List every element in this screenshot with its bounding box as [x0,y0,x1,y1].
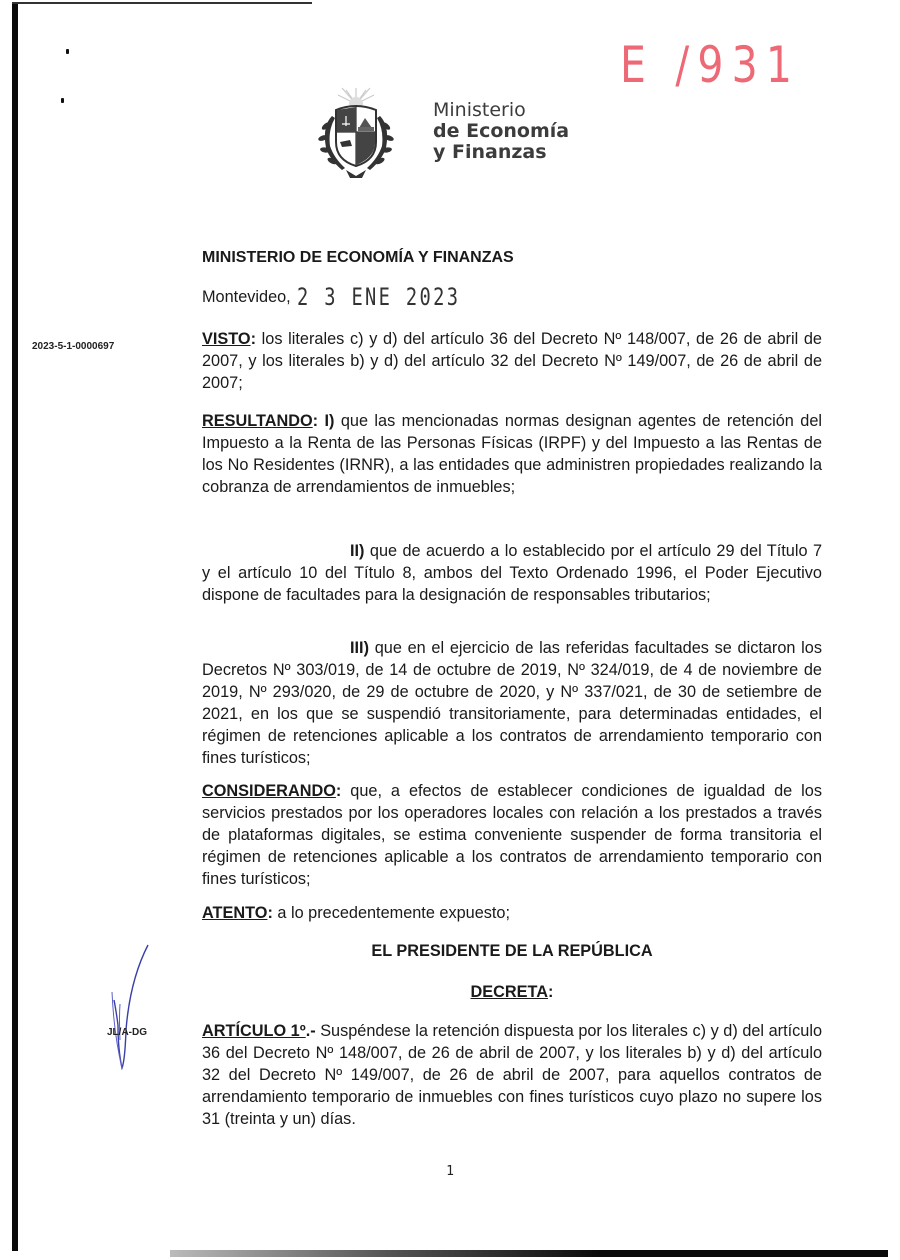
articulo-suffix: .- [305,1022,316,1040]
initials-label: JL/A-DG [107,1027,147,1038]
atento-text: a lo precedentemente expuesto; [272,904,511,922]
resultando-3-paragraph [202,637,822,769]
scan-border-bottom [170,1250,888,1257]
considerando-label: CONSIDERANDO [202,782,336,800]
resultando-1-paragraph [202,410,822,498]
date-stamp: 2 3 ENE 2023 [296,283,461,311]
city-label: Montevideo, [202,288,291,306]
resultando-2-paragraph [202,540,822,606]
page-number: 1 [446,1164,454,1179]
atento-colon: : [267,904,273,922]
red-registry-stamp: E /931 [620,36,801,94]
visto-colon: : [250,330,256,348]
considerando-text: que, a efectos de establecer condiciones de igualdad de los servicios prestados por los operadores locales con relación a los prestados a través de plataformas digitales, se estima conveniente suspender de forma transitoria el régimen de retenciones aplicable a los contratos de arrendamiento temporario con fines turísticos; [202,782,822,888]
logo-line-2: de Economía [433,120,570,142]
considerando-colon: : [335,782,342,800]
resultando-item-text: que de acuerdo a lo establecido por el artículo 29 del Título 7 y el artículo 10 del Título 8, ambos del Texto Ordenado 1996, el Poder Ejecutivo dispone de facultades para la designación de responsables tributarios; [202,542,822,604]
visto-label: VISTO [202,330,251,348]
decreta-label: DECRETA [470,983,549,1001]
punch-mark [66,49,69,54]
atento-paragraph [202,902,822,924]
resultando-item-num: I) [324,412,335,430]
ministry-heading: MINISTERIO DE ECONOMÍA Y FINANZAS [202,249,514,266]
ministry-logo-text [433,100,569,163]
visto-text: los literales c) y d) del artículo 36 del Decreto Nº 148/007, de 26 de abril de 2007, y los literales b) y d) del artículo 32 del Decreto Nº 149/007, de 26 de abril de 2007; [202,330,822,392]
resultando-item-num: II) [350,542,365,560]
expediente-number: 2023-5-1-0000697 [32,341,115,352]
resultando-item-text: que en el ejercicio de las referidas facultades se dictaron los Decretos Nº 303/019, de 14 de octubre de 2019, Nº 324/019, de 4 de noviembre de 2019, Nº 293/020, de 29 de octubre de 2020, y Nº 337/021, de 30 de setiembre de 2021, en los que se suspendió transitoriamente, para determinadas entidades, el régimen de retenciones aplicable a los contratos de arrendamiento temporario con fines turísticos; [202,639,822,767]
logo-line-3: y Finanzas [433,141,547,163]
articulo-1-paragraph [202,1020,822,1130]
considerando-paragraph [202,780,822,890]
presidente-heading: EL PRESIDENTE DE LA REPÚBLICA [371,942,653,960]
resultando-item-num: III) [350,639,369,657]
logo-line-1: Ministerio [433,99,526,121]
resultando-label: RESULTANDO [202,412,313,430]
articulo-label: ARTÍCULO 1º [202,1022,306,1040]
place-date-line [202,283,822,311]
articulo-text: Suspéndese la retención dispuesta por los literales c) y d) del artículo 36 del Decreto Nº 148/007, de 26 de abril de 2007, y los literales b) y d) del artículo 32 del Decreto Nº 149/007, de 26 de abril de 2007, para aquellos contratos de arrendamiento temporario de inmuebles con fines turísticos cuyo plazo no supere los 31 (treinta y un) días. [202,1022,822,1128]
scan-border-top [12,2,312,4]
decreta-colon: : [548,983,554,1001]
scan-border-left [12,3,18,1251]
decreta-heading [202,981,822,1003]
visto-paragraph [202,328,822,394]
coat-of-arms-icon [312,86,400,182]
punch-mark [61,98,64,103]
handwritten-signature [100,940,160,1070]
resultando-colon: : [312,412,319,430]
atento-label: ATENTO [202,904,268,922]
resultando-item-text: que las mencionadas normas designan agentes de retención del Impuesto a la Renta de las Personas Físicas (IRPF) y del Impuesto a las Rentas de los No Residentes (IRNR), a las entidades que administren propiedades realizando la cobranza de arrendamientos de inmuebles; [202,412,822,496]
